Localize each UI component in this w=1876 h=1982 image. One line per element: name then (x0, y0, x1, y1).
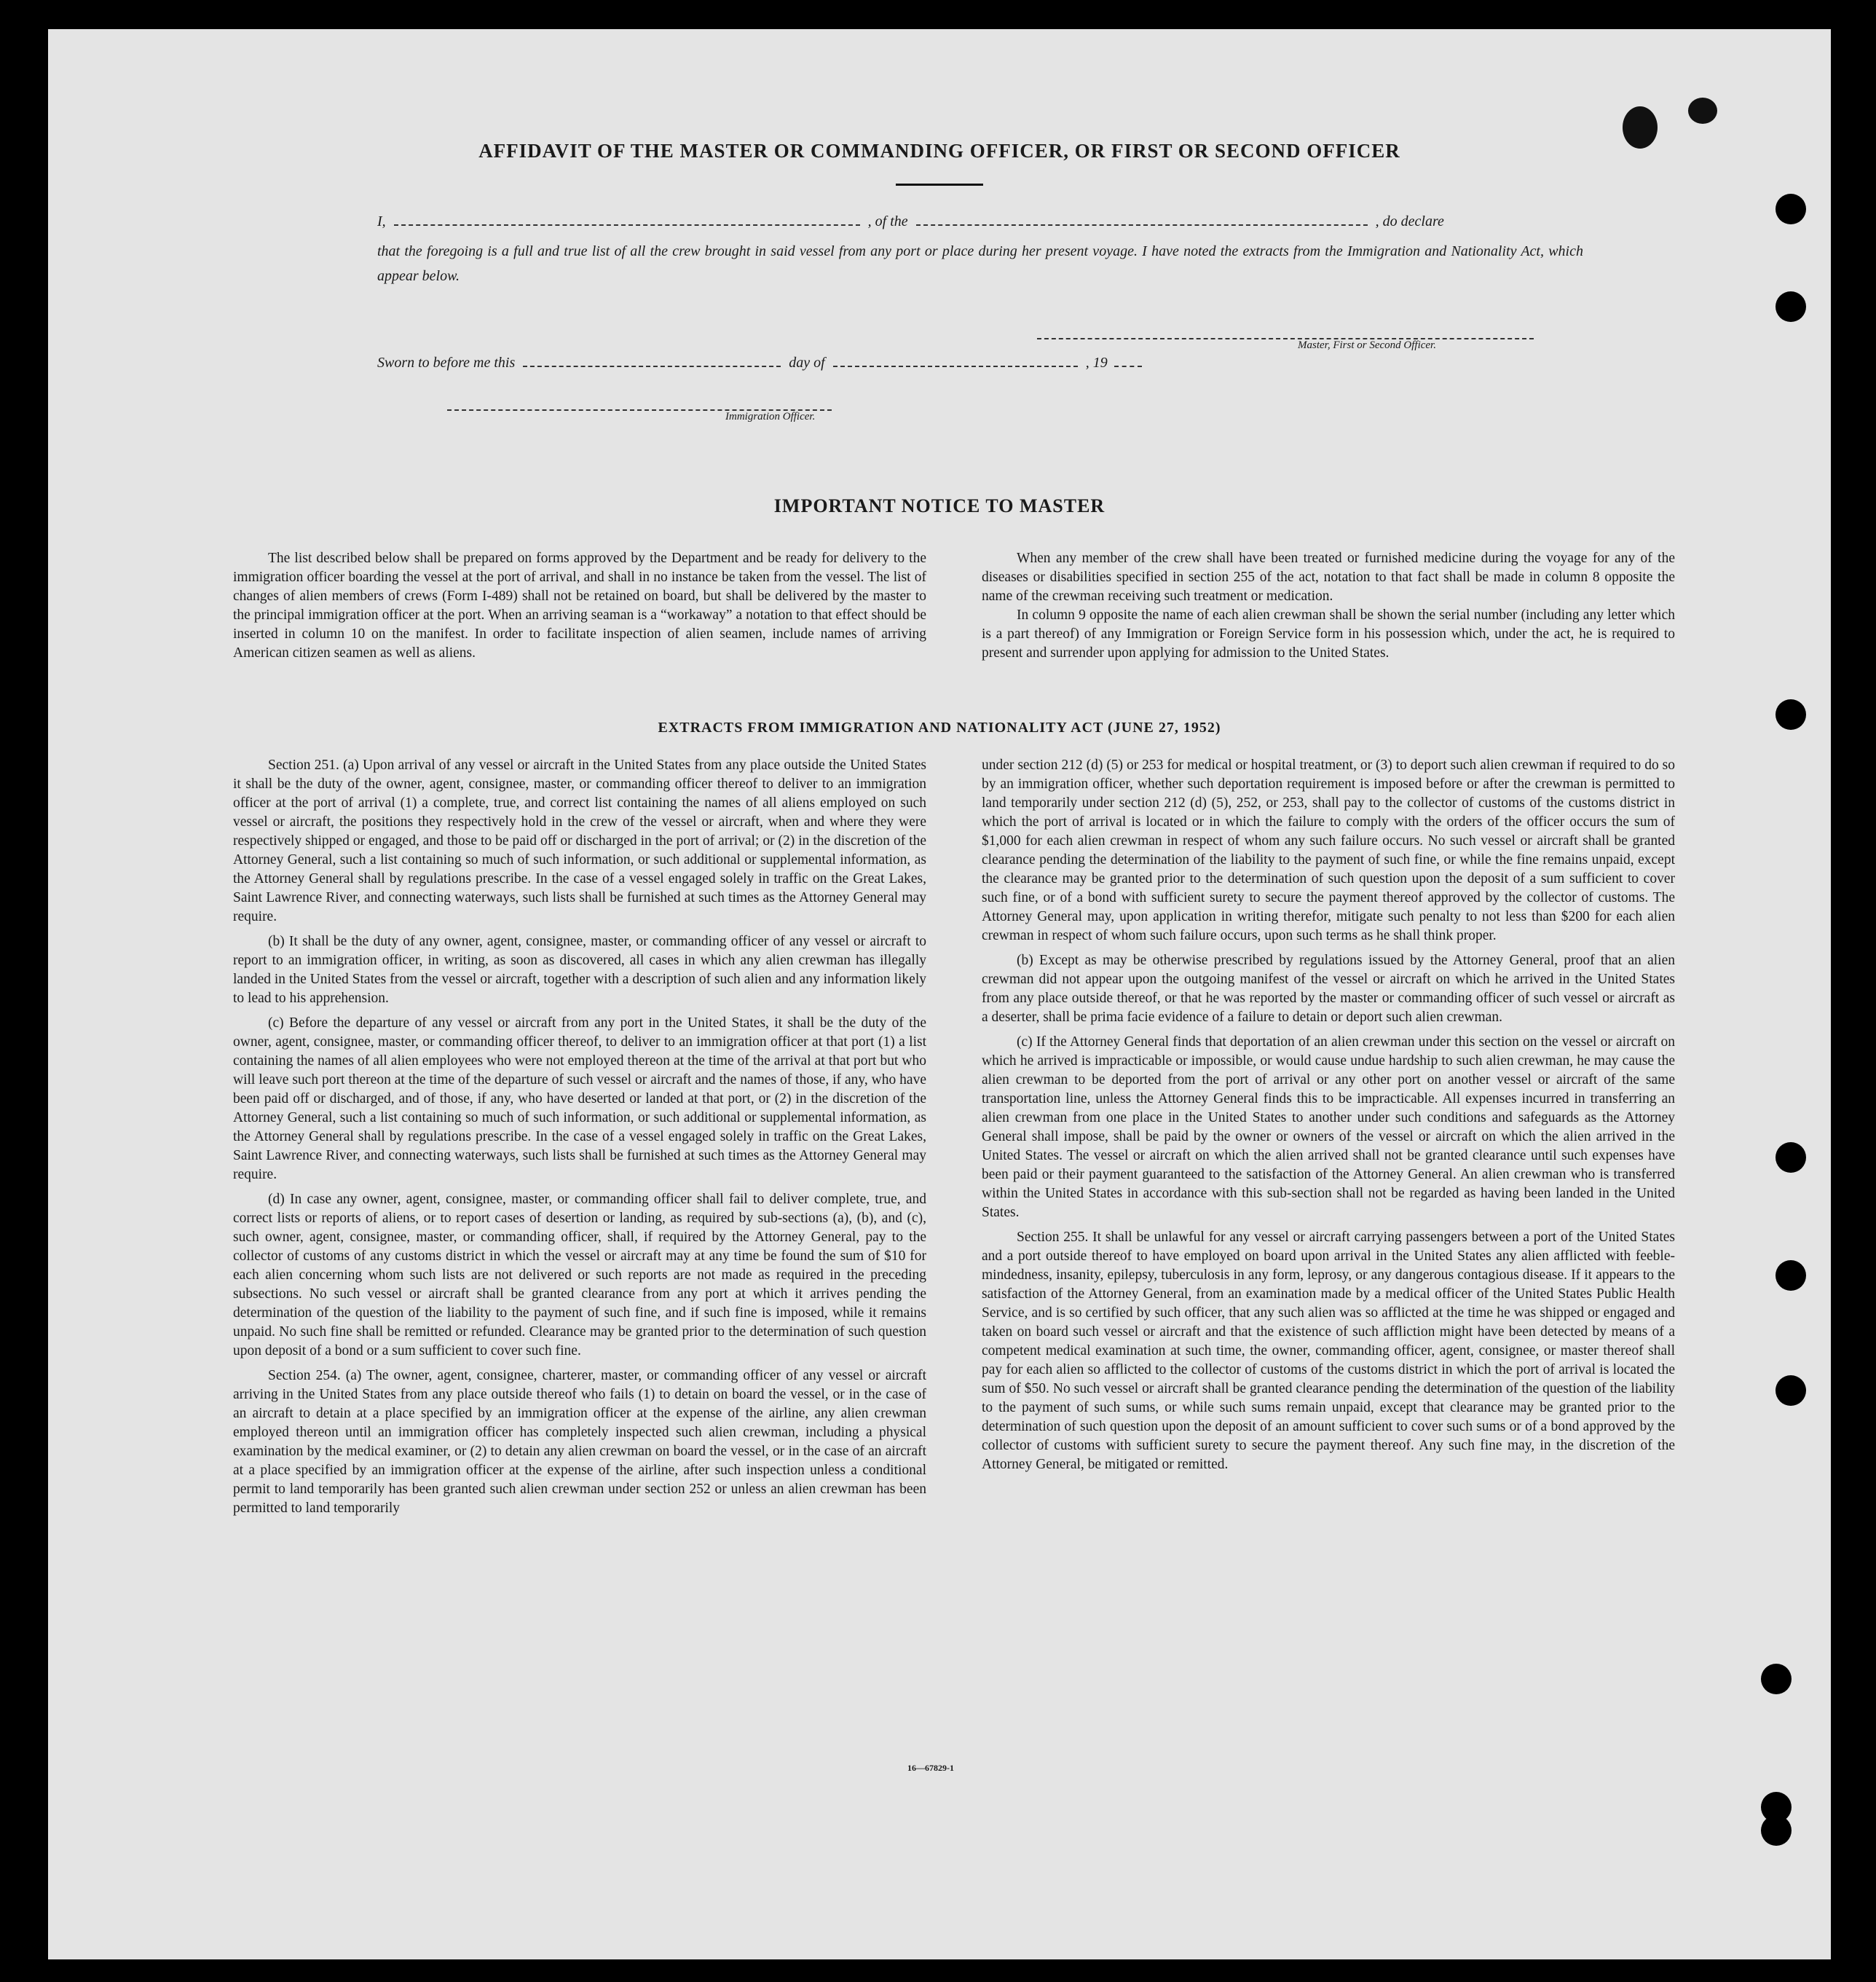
declaration-line (377, 213, 1444, 230)
punch-hole (1776, 1142, 1806, 1173)
officer-signature-field[interactable] (447, 398, 832, 411)
extracts-left-column (233, 756, 926, 1524)
declare-label: , do declare (1375, 213, 1444, 229)
document-page (48, 29, 1831, 1959)
sworn-day-field[interactable] (523, 354, 781, 367)
extract-paragraph: (b) It shall be the duty of any owner, agent, consignee, master, or commanding officer of any vessel or aircraft to report to an immigration officer, in writing, as soon as discovered, all cases in which any alien crewman has illegally landed in the United States from the vessel or aircraft, together with a description of such alien and any information likely to lead to his apprehension. (233, 934, 926, 1006)
extracts-right-column (982, 756, 1675, 1480)
officer-caption: Immigration Officer. (725, 411, 816, 422)
notice-right-column (982, 549, 1675, 669)
punch-hole (1776, 194, 1806, 224)
year-label: , 19 (1085, 355, 1108, 371)
notice-right-text-2: In column 9 opposite the name of each alien crewman shall be shown the serial number (including any letter which is a part thereof) of any Immigration or Foreign Service form in his possession which, under the act, he is required to present and surrender upon applying for admission to the United States. (982, 607, 1675, 661)
affidavit-title: AFFIDAVIT OF THE MASTER OR COMMANDING OFFICER, OR FIRST OR SECOND OFFICER (478, 140, 1400, 162)
notice-right-text-1: When any member of the crew shall have been treated or furnished medicine during the voyage for any of the diseases or disabilities specified in section 255 of the act, notation to that fact shall be made in column 8 opposite the name of the crewman receiving such treatment or medication. (982, 551, 1675, 604)
punch-hole (1776, 1375, 1806, 1406)
form-number: 16—67829-1 (907, 1763, 954, 1773)
sworn-line (377, 354, 1142, 371)
punch-hole (1776, 291, 1806, 322)
extract-paragraph: Section 255. It shall be unlawful for any vessel or aircraft carrying passengers between a port of the United States and a port outside thereof to have employed on board upon arrival in the United States any alien afflicted with feeble-mindedness, insanity, epilepsy, tuberculosis in any form, leprosy, or any dangerous contagious disease. If it appears to the satisfaction of the Attorney General, from an examination made by a medical officer of the United States Public Health Service, and is so certified by such officer, that any such alien was so afflicted at the time he was shipped or engaged and taken on board such vessel or aircraft and that the existence of such affliction might have been detected by means of a competent medical examination at such time, the owner, commanding officer, agent, consignee, or master thereof shall pay for each alien so afflicted to the collector of customs of the customs district in which the port of arrival is located the sum of $50. No such vessel or aircraft shall be granted clearance pending the determination of the question of the liability to the payment of such sums, or while such sums remain unpaid, except that clearance may be granted prior to the determination of such question upon the deposit of an amount sufficient to cover such sums or of a bond approved by the collector of customs with sufficient surety to secure the payment thereof. Any such fine may, in the discretion of the Attorney General, be mitigated or remitted. (982, 1230, 1675, 1472)
title-rule (896, 184, 983, 186)
i-label: I, (377, 213, 386, 229)
punch-hole (1761, 1815, 1792, 1846)
notice-left-text: The list described below shall be prepared on forms approved by the Department and be ready for delivery to the immigration officer boarding the vessel at the port of arrival, and shall in no instance be taken from the vessel. The list of changes of alien members of crews (Form I-489) shall not be retained on board, but shall be delivered by the master to the principal immigration officer at the port. When an arriving seaman is a “workaway” a notation to that effect should be inserted in column 10 on the manifest. In order to facilitate inspection of alien seamen, include names of arriving American citizen seamen as well as aliens. (233, 551, 926, 661)
ink-blot (1688, 98, 1717, 124)
extract-paragraph: (d) In case any owner, agent, consignee, master, or commanding officer shall fail to deliver complete, true, and correct lists or reports of aliens, or to report cases of desertion or landing, as required by sub-sections (a), (b), and (c), such owner, agent, consignee, master, or commanding officer, shall, if required by the Attorney General, pay to the collector of customs of any customs district in which the vessel or aircraft may at any time be found the sum of $10 for each alien concerning whom such lists are not delivered or such reports are not made as required in the preceding subsections. No such vessel or aircraft shall be granted clearance from any port at which it arrives pending the determination of the question of the liability to the payment of such fine, and if such fine is imposed, while it remains unpaid. No such fine shall be remitted or refunded. Clearance may be granted prior to the determination of such question upon deposit of a bond or a sum sufficient to cover such fine. (233, 1192, 926, 1358)
punch-hole (1761, 1664, 1792, 1694)
master-caption: Master, First or Second Officer. (1298, 339, 1436, 351)
sworn-month-field[interactable] (833, 354, 1078, 367)
name-field[interactable] (394, 213, 860, 226)
extract-paragraph: (c) Before the departure of any vessel or aircraft from any port in the United States, it shall be the duty of the owner, agent, consignee, master, or commanding officer thereof, to deliver to an immigration officer at that port (1) a list containing the names of all alien employees who were not employed thereon at the time of the arrival at that port but who will leave such port thereon at the time of the departure of such vessel or aircraft and the names of those, if any, who have been paid off or discharged, and of those, if any, who have deserted or landed at that port, or (2) in the discretion of the Attorney General, such a list containing so much of such information, or such additional or supplemental information, as the Attorney General shall by regulations prescribe. In the case of a vessel engaged solely in traffic on the Great Lakes, Saint Lawrence River, and connecting waterways, such lists shall be furnished at such times as the Attorney General may require. (233, 1015, 926, 1182)
notice-left-column (233, 549, 926, 669)
sworn-label: Sworn to before me this (377, 355, 516, 371)
extract-paragraph: Section 254. (a) The owner, agent, consignee, charterer, master, or commanding officer of any vessel or aircraft arriving in the United States from any place outside thereof who fails (1) to detain on board the vessel, or in the case of an aircraft to detain at a place specified by an immigration officer at the expense of the airline, any alien crewman employed thereon until an immigration officer has completely inspected such alien crewman, including a physical examination by the medical examiner, or (2) to detain any alien crewman on board the vessel, or in the case of an aircraft at a place specified by an immigration officer at the expense of the airline, after such inspection unless a conditional permit to land temporarily has been granted such alien crewman under section 252 or unless an alien crewman has been permitted to land temporarily (233, 1368, 926, 1516)
declaration-statement: that the foregoing is a full and true list of all the crew brought in said vessel from any port or place during her present voyage. I have noted the extracts from the Immigration and Nationality Act, which appear below. (377, 243, 1583, 284)
of-the-label: , of the (867, 213, 908, 229)
sworn-year-field[interactable] (1114, 354, 1142, 367)
punch-hole (1776, 1260, 1806, 1291)
extract-paragraph: (b) Except as may be otherwise prescribed by regulations issued by the Attorney General, proof that an alien crewman did not appear upon the outgoing manifest of the vessel or aircraft on which he arrived in the United States from any place outside thereof, or that he was reported by the master or commanding officer of such vessel or aircraft as a deserter, shall be prima facie evidence of a failure to detain or deport such alien crewman. (982, 953, 1675, 1025)
extract-paragraph: under section 212 (d) (5) or 253 for medical or hospital treatment, or (3) to deport such alien crewman if required to do so by an immigration officer, whether such deportation requirement is imposed before or after the crewman is permitted to land temporarily under section 212 (d) (5), 252, or 253, shall pay to the collector of customs of the customs district in which the port of arrival is located or in which the failure to comply with the orders of the officer occurs the sum of $1,000 for each alien crewman in respect of whom any such failure occurs. No such vessel or aircraft shall be granted clearance pending the determination of the liability to the payment of such fine, or while the fine remains unpaid, except the clearance may be granted prior to the determination of such question upon the deposit of a sum sufficient to cover such fine, or of a bond with sufficient surety to secure the payment thereof approved by the collector of customs. The Attorney General may, upon application in writing therefor, mitigate such penalty to not less than $200 for each alien crewman in respect of whom such failure occurs, upon such terms as he shall think proper. (982, 758, 1675, 943)
day-of-label: day of (789, 355, 825, 371)
extracts-title: EXTRACTS FROM IMMIGRATION AND NATIONALITY ACT (JUNE 27, 1952) (658, 720, 1221, 736)
extract-paragraph: (c) If the Attorney General finds that deportation of an alien crewman under this section on the vessel or aircraft on which he arrived is impracticable or impossible, or would cause undue hardship to such alien crewman, he may cause the alien crewman to be deported from the port of arrival or any other port on another vessel or aircraft of the same transportation line, unless the Attorney General finds this to be impracticable. All expenses incurred in transferring an alien crewman from one place in the United States to another under such conditions and safeguards as the Attorney General shall impose, shall be paid by the owner or owners of the vessel or aircraft on which the alien arrived in the United States. The vessel or aircraft on which the alien arrived shall not be granted clearance until such expenses have been paid or their payment guaranteed to the satisfaction of the Attorney General. An alien crewman who is transferred within the United States in accordance with this sub-section shall not be regarded as having been landed in the United States. (982, 1034, 1675, 1220)
extract-paragraph: Section 251. (a) Upon arrival of any vessel or aircraft in the United States from any place outside the United States it shall be the duty of the owner, agent, consignee, master, or commanding officer thereof to deliver to an immigration officer at the port of arrival (1) a complete, true, and correct list containing the names of all aliens employed on such vessel or aircraft, the positions they respectively hold in the crew of the vessel or aircraft, when and where they were respectively shipped or engaged, and those to be paid off or discharged in the port of arrival; or (2) in the discretion of the Attorney General, such a list containing so much of such information, or such additional or supplemental information, as the Attorney General shall by regulations prescribe. In the case of a vessel engaged solely in traffic on the Great Lakes, Saint Lawrence River, and connecting waterways, such lists shall be furnished at such times as the Attorney General may require. (233, 758, 926, 924)
master-signature-field[interactable] (1037, 326, 1534, 339)
notice-title: IMPORTANT NOTICE TO MASTER (773, 495, 1106, 516)
vessel-field[interactable] (916, 213, 1368, 226)
